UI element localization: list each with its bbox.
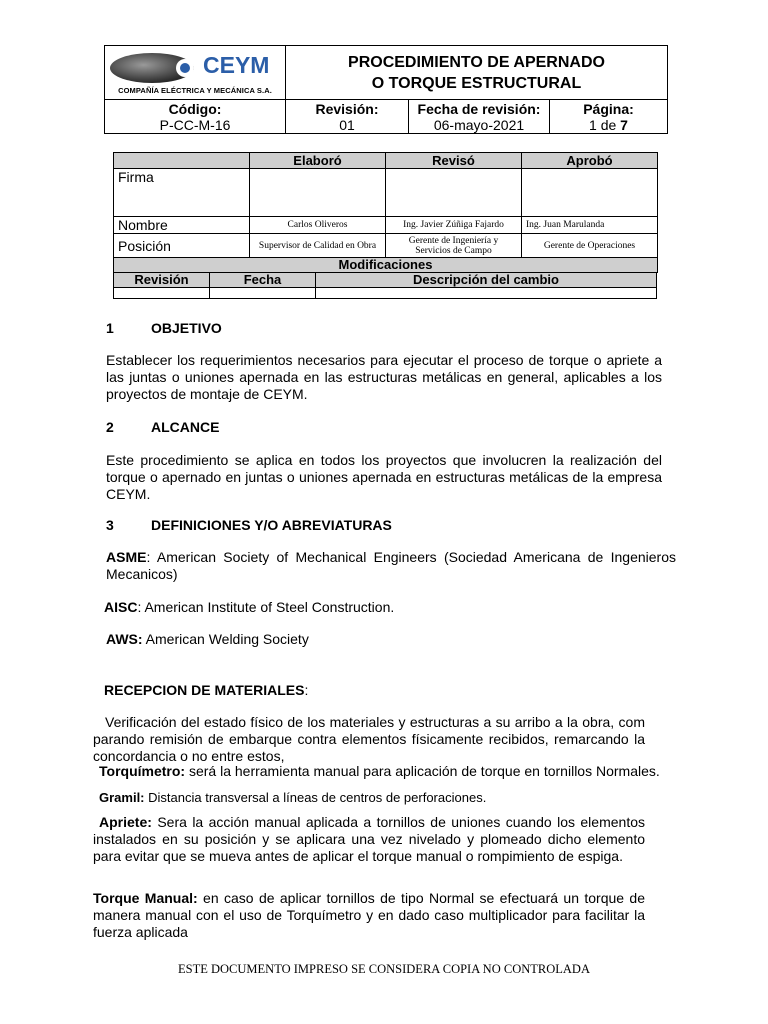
section-1-number: 1	[106, 320, 114, 336]
company-logo	[105, 48, 285, 98]
posicion-reviso: Gerente de Ingeniería y Servicios de Campo	[386, 234, 522, 258]
codigo-value: P-CC-M-16	[159, 116, 231, 133]
title-line-2: O TORQUE ESTRUCTURAL	[371, 74, 582, 92]
torquimetro-term: Torquímetro:	[99, 763, 186, 779]
section-2-title: ALCANCE	[151, 419, 220, 435]
pagina-cell	[550, 100, 668, 134]
codigo-label: Código:	[168, 100, 222, 117]
definition-torquimetro	[99, 763, 669, 780]
title-line-1: PROCEDIMIENTO DE APERNADO	[348, 53, 605, 71]
col-elaboro: Elaboró	[250, 153, 386, 169]
nombre-reviso: Ing. Javier Zúñiga Fajardo	[386, 217, 522, 234]
document-header	[104, 45, 668, 133]
col-reviso: Revisó	[386, 153, 522, 169]
firma-aprobo	[522, 169, 658, 217]
revision-label: Revisión:	[315, 100, 379, 117]
mod-revision-empty	[114, 288, 210, 299]
apriete-term: Apriete:	[99, 814, 152, 830]
fecha-cell	[409, 100, 550, 134]
pagina-total: 7	[620, 116, 628, 133]
gramil-term: Gramil:	[99, 790, 145, 805]
fecha-label: Fecha de revisión:	[417, 100, 541, 117]
definition-asme	[106, 549, 676, 583]
recepcion-heading	[104, 682, 674, 699]
section-2-number: 2	[106, 419, 114, 435]
col-revision: Revisión	[114, 273, 210, 288]
definition-torque-manual	[93, 890, 645, 941]
col-aprobo: Aprobó	[522, 153, 658, 169]
pagina-current: 1	[589, 116, 597, 133]
document-title	[286, 46, 668, 100]
nombre-aprobo: Ing. Juan Marulanda	[522, 217, 658, 234]
definition-aisc	[104, 599, 674, 616]
revision-value: 01	[339, 116, 355, 133]
pagina-label: Página:	[583, 100, 634, 117]
firma-reviso	[386, 169, 522, 217]
col-fecha: Fecha	[210, 273, 316, 288]
row-nombre: Nombre	[114, 217, 250, 234]
firma-elaboro	[250, 169, 386, 217]
definition-gramil	[99, 789, 669, 806]
revision-cell	[286, 100, 409, 134]
recepcion-text: Verificación del estado físico de los materiales y estructuras a su arribo a la obra, com parando remisión de embarque contra elementos físicamente recibidos, remarcando la concordancia o no entre estos,	[93, 714, 645, 764]
recepcion-colon: :	[304, 682, 309, 698]
mod-fecha-empty	[210, 288, 316, 299]
row-posicion: Posición	[114, 234, 250, 258]
footer-notice: ESTE DOCUMENTO IMPRESO SE CONSIDERA COPIA NO CONTROLADA	[178, 962, 590, 976]
torquimetro-text: será la herramienta manual para aplicación de torque en tornillos Normales.	[185, 763, 660, 779]
company-name: COMPAÑÍA ELÉCTRICA Y MECÁNICA S.A.	[118, 85, 272, 95]
aisc-term: AISC	[104, 599, 138, 615]
approval-table	[113, 152, 657, 299]
section-3-number: 3	[106, 517, 114, 533]
company-logo-cell	[105, 46, 286, 100]
gramil-text: Distancia transversal a líneas de centros de perforaciones.	[144, 790, 487, 805]
row-firma: Firma	[114, 169, 250, 217]
definition-apriete	[93, 814, 645, 865]
aisc-text: : American Institute of Steel Construction.	[137, 599, 395, 615]
section-2-text: Este procedimiento se aplica en todos los proyectos que involucren la realización del torque o apernado en juntas o uniones apernada en estructuras metálicas de la empresa CEYM.	[106, 452, 662, 502]
section-1-title: OBJETIVO	[151, 320, 222, 336]
modificaciones-header: Modificaciones	[114, 258, 658, 273]
apriete-text: Sera la acción manual aplicada a tornillos de uniones cuando los elementos instalados en su posición y se aplicara una vez nivelado y plomeado dicho elemento para evitar que se mueva antes de aplicar el torque manual o rompimiento de espiga.	[93, 814, 645, 864]
approval-corner	[114, 153, 250, 169]
pagina-of: de	[600, 116, 617, 133]
definition-aws	[106, 631, 676, 648]
section-1-text: Establecer los requerimientos necesarios para ejecutar el proceso de torque o apriete a las juntas o uniones apernada en las estructuras metálicas en general, aplicables a los proyectos de montaje de CEYM.	[106, 352, 662, 402]
mod-descripcion-empty	[316, 288, 657, 299]
asme-text: : American Society of Mechanical Engineers (Sociedad Americana de Ingenieros Mecanicos)	[106, 549, 676, 582]
torque-manual-text: en caso de aplicar tornillos de tipo Normal se efectuará un torque de manera manual con el uso de Torquímetro y en dado caso multiplicador para facilitar la fuerza aplicada	[93, 890, 645, 940]
torque-manual-term: Torque Manual:	[93, 890, 198, 906]
nombre-elaboro: Carlos Oliveros	[250, 217, 386, 234]
asme-term: ASME	[106, 549, 147, 565]
posicion-elaboro: Supervisor de Calidad en Obra	[250, 234, 386, 258]
logo-brand: CEYM	[203, 51, 270, 78]
codigo-cell	[105, 100, 286, 134]
pagina-value	[550, 117, 667, 133]
recepcion-title: RECEPCION DE MATERIALES	[104, 682, 305, 698]
posicion-aprobo: Gerente de Operaciones	[522, 234, 658, 258]
fecha-value: 06-mayo-2021	[433, 116, 525, 133]
section-3-title: DEFINICIONES Y/O ABREVIATURAS	[151, 517, 392, 533]
aws-text: American Welding Society	[142, 631, 309, 647]
col-descripcion: Descripción del cambio	[316, 273, 657, 288]
aws-term: AWS:	[106, 631, 143, 647]
